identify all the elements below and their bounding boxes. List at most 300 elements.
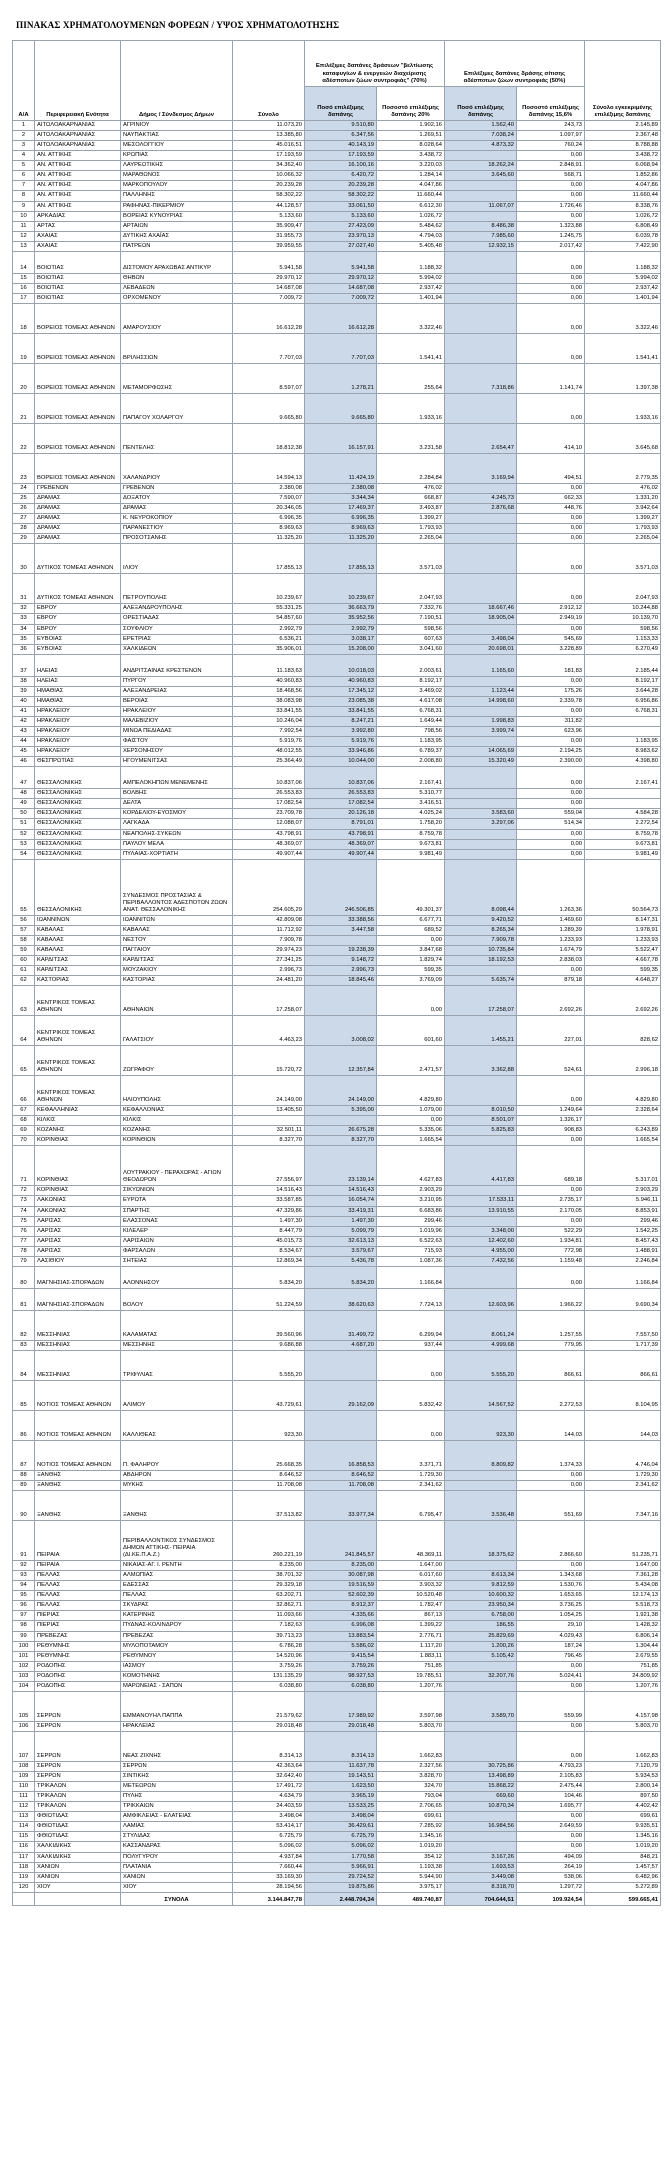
cell-grand-total: 3.322,46 xyxy=(585,304,661,334)
cell-b-percent: 0,00 xyxy=(517,394,585,424)
cell-grand-total: 2.272,54 xyxy=(585,819,661,829)
cell-b-amount: 1.200,26 xyxy=(445,1641,517,1651)
cell-regional-unit: ΠΙΕΡΙΑΣ xyxy=(35,1621,121,1631)
table-row xyxy=(13,273,661,283)
cell-a-percent: 798,56 xyxy=(377,727,445,737)
table-row xyxy=(13,514,661,524)
cell-grand-total: 1.428,32 xyxy=(585,1621,661,1631)
cell-a-percent: 668,87 xyxy=(377,494,445,504)
cell-municipality: ΜΥΛΟΠΟΤΑΜΟΥ xyxy=(121,1641,233,1651)
cell-b-percent: 29,10 xyxy=(517,1621,585,1631)
cell-total: 33.169,30 xyxy=(233,1872,305,1882)
totals-b-amount: 704.644,51 xyxy=(445,1892,517,1905)
cell-aa: 6 xyxy=(13,171,35,181)
cell-a-amount: 36.663,79 xyxy=(305,604,377,614)
cell-aa: 47 xyxy=(13,767,35,789)
table-row xyxy=(13,1216,661,1226)
cell-b-percent: 522,29 xyxy=(517,1226,585,1236)
table-row xyxy=(13,789,661,799)
cell-a-amount: 17.855,13 xyxy=(305,544,377,574)
cell-municipality: ΑΜΦΙΚΛΕΙΑΣ - ΕΛΑΤΕΙΑΣ xyxy=(121,1812,233,1822)
cell-grand-total: 8.104,95 xyxy=(585,1380,661,1410)
cell-municipality: ΠΑΡΑΝΕΣΤΙΟΥ xyxy=(121,524,233,534)
cell-municipality: ΑΘΗΝΑΙΩΝ xyxy=(121,986,233,1016)
cell-b-amount: 3.348,00 xyxy=(445,1226,517,1236)
cell-a-amount: 16.157,91 xyxy=(305,424,377,454)
cell-regional-unit: ΤΡΙΚΑΛΩΝ xyxy=(35,1802,121,1812)
cell-a-amount: 8.912,37 xyxy=(305,1601,377,1611)
cell-a-amount: 33.061,50 xyxy=(305,201,377,211)
cell-a-percent: 1.829,74 xyxy=(377,955,445,965)
cell-total: 14.516,43 xyxy=(233,1186,305,1196)
col-header-group-shelters: Επιλέξιμες δαπάνες δράσεων "βελτίωσης καταφυγίων & ενεργειών διαχείρισης αδέσποτων ζώων συντροφιάς" (70%) xyxy=(305,41,445,87)
cell-a-percent: 1.284,14 xyxy=(377,171,445,181)
cell-b-percent: 2.692,26 xyxy=(517,986,585,1016)
cell-b-percent: 1.233,93 xyxy=(517,935,585,945)
cell-total: 6.038,80 xyxy=(233,1681,305,1691)
cell-b-percent: 0,00 xyxy=(517,1561,585,1571)
cell-b-amount xyxy=(445,1812,517,1822)
cell-regional-unit: ΧΑΛΚΙΔΙΚΗΣ xyxy=(35,1842,121,1852)
cell-total: 15.720,72 xyxy=(233,1046,305,1076)
cell-a-percent: 1.269,51 xyxy=(377,131,445,141)
cell-regional-unit: ΠΕΙΡΑΙΑ xyxy=(35,1561,121,1571)
cell-a-amount: 5.099,79 xyxy=(305,1226,377,1236)
cell-b-amount xyxy=(445,1186,517,1196)
cell-aa: 4 xyxy=(13,151,35,161)
cell-aa: 38 xyxy=(13,676,35,686)
table-row xyxy=(13,1340,661,1350)
cell-a-amount: 38.620,63 xyxy=(305,1288,377,1310)
cell-a-amount: 16.858,53 xyxy=(305,1440,377,1470)
cell-grand-total: 12.174,13 xyxy=(585,1591,661,1601)
cell-grand-total: 144,03 xyxy=(585,1410,661,1440)
cell-municipality: ΣΗΤΕΙΑΣ xyxy=(121,1256,233,1266)
cell-total: 7.909,78 xyxy=(233,935,305,945)
cell-b-percent: 5.024,41 xyxy=(517,1671,585,1681)
cell-municipality: ΑΓΡΙΝΙΟΥ xyxy=(121,121,233,131)
cell-b-percent: 311,82 xyxy=(517,716,585,726)
cell-regional-unit: ΧΑΝΙΩΝ xyxy=(35,1862,121,1872)
cell-a-amount: 48.369,07 xyxy=(305,839,377,849)
header-row-1 xyxy=(13,41,661,87)
cell-municipality: ΧΙΟΥ xyxy=(121,1882,233,1892)
cell-total: 12.869,34 xyxy=(233,1256,305,1266)
cell-b-percent: 0,00 xyxy=(517,181,585,191)
cell-a-percent: 9.673,81 xyxy=(377,839,445,849)
cell-b-amount: 4.417,83 xyxy=(445,1146,517,1186)
cell-b-percent: 2.912,12 xyxy=(517,604,585,614)
cell-b-amount: 18.667,46 xyxy=(445,604,517,614)
table-row xyxy=(13,1842,661,1852)
cell-aa: 43 xyxy=(13,727,35,737)
cell-regional-unit: ΘΕΣΣΑΛΟΝΙΚΗΣ xyxy=(35,809,121,819)
cell-municipality: ΣΙΚΥΩΝΙΩΝ xyxy=(121,1186,233,1196)
cell-a-amount: 6.725,79 xyxy=(305,1832,377,1842)
cell-municipality: ΗΡΑΚΛΕΙΑΣ xyxy=(121,1721,233,1731)
cell-municipality: ΝΕΑΠΟΛΗΣ-ΣΥΚΕΩΝ xyxy=(121,829,233,839)
cell-municipality: ΠΑΥΛΟΥ ΜΕΛΑ xyxy=(121,839,233,849)
cell-a-percent: 5.405,48 xyxy=(377,241,445,251)
cell-aa: 19 xyxy=(13,334,35,364)
cell-a-percent: 1.401,94 xyxy=(377,293,445,303)
cell-municipality: ΤΡΙΦΥΛΙΑΣ xyxy=(121,1350,233,1380)
cell-grand-total: 1.401,94 xyxy=(585,293,661,303)
table-row xyxy=(13,915,661,925)
cell-a-percent: 2.776,71 xyxy=(377,1631,445,1641)
cell-b-amount xyxy=(445,1076,517,1106)
cell-aa: 94 xyxy=(13,1581,35,1591)
cell-a-percent: 2.903,29 xyxy=(377,1186,445,1196)
cell-aa: 53 xyxy=(13,839,35,849)
cell-regional-unit: ΛΑΣΙΘΙΟΥ xyxy=(35,1256,121,1266)
cell-aa: 26 xyxy=(13,504,35,514)
cell-municipality: ΤΡΙΚΚΑΙΩΝ xyxy=(121,1802,233,1812)
cell-municipality: ΑΛΜΩΠΙΑΣ xyxy=(121,1571,233,1581)
cell-b-percent: 0,00 xyxy=(517,484,585,494)
cell-total: 40.960,83 xyxy=(233,676,305,686)
totals-total: 3.144.847,78 xyxy=(233,1892,305,1905)
cell-a-percent: 3.371,71 xyxy=(377,1440,445,1470)
cell-a-percent: 10.520,48 xyxy=(377,1591,445,1601)
cell-b-amount xyxy=(445,676,517,686)
cell-grand-total: 10.139,70 xyxy=(585,614,661,624)
table-row xyxy=(13,1046,661,1076)
cell-a-amount: 6.996,08 xyxy=(305,1621,377,1631)
cell-grand-total: 50.564,73 xyxy=(585,859,661,915)
cell-grand-total: 476,02 xyxy=(585,484,661,494)
cell-a-amount: 98.927,53 xyxy=(305,1671,377,1681)
cell-aa: 67 xyxy=(13,1106,35,1116)
cell-a-percent: 2.341,62 xyxy=(377,1481,445,1491)
cell-b-percent: 0,00 xyxy=(517,1186,585,1196)
cell-a-amount: 29.018,48 xyxy=(305,1721,377,1731)
cell-b-amount: 4.873,32 xyxy=(445,141,517,151)
cell-municipality: ΜΥΚΗΣ xyxy=(121,1481,233,1491)
cell-aa: 25 xyxy=(13,494,35,504)
cell-regional-unit: ΠΕΛΛΑΣ xyxy=(35,1571,121,1581)
cell-grand-total: 1.662,83 xyxy=(585,1731,661,1761)
cell-municipality: ΝΕΑΣ ΖΙΧΝΗΣ xyxy=(121,1731,233,1761)
cell-grand-total: 8.338,76 xyxy=(585,201,661,211)
cell-municipality: ΣΤΥΛΙΔΑΣ xyxy=(121,1832,233,1842)
cell-total: 18.468,56 xyxy=(233,686,305,696)
cell-regional-unit: ΑΙΤΩΛΟΑΚΑΡΝΑΝΙΑΣ xyxy=(35,141,121,151)
table-row xyxy=(13,221,661,231)
cell-a-percent: 6.683,86 xyxy=(377,1206,445,1216)
cell-aa: 35 xyxy=(13,634,35,644)
cell-b-percent: 0,00 xyxy=(517,1731,585,1761)
table-row xyxy=(13,809,661,819)
cell-aa: 15 xyxy=(13,273,35,283)
cell-b-percent: 0,00 xyxy=(517,1076,585,1106)
cell-grand-total: 2.679,55 xyxy=(585,1651,661,1661)
cell-municipality: ΧΑΛΑΝΔΡΙΟΥ xyxy=(121,454,233,484)
cell-b-percent: 689,18 xyxy=(517,1146,585,1186)
cell-b-amount: 17.533,11 xyxy=(445,1196,517,1206)
cell-a-percent: 7.724,13 xyxy=(377,1288,445,1310)
table-row xyxy=(13,767,661,789)
cell-total: 39.560,96 xyxy=(233,1310,305,1340)
cell-aa: 75 xyxy=(13,1216,35,1226)
cell-aa: 59 xyxy=(13,945,35,955)
cell-b-percent: 1.323,88 xyxy=(517,221,585,231)
cell-regional-unit: ΠΕΛΛΑΣ xyxy=(35,1591,121,1601)
cell-municipality: ΛΟΥΤΡΑΚΙΟΥ - ΠΕΡΑΧΩΡΑΣ - ΑΓΙΩΝ ΘΕΟΔΩΡΩΝ xyxy=(121,1146,233,1186)
cell-total: 33.587,85 xyxy=(233,1196,305,1206)
cell-total: 20.239,28 xyxy=(233,181,305,191)
cell-regional-unit: ΜΕΣΣΗΝΙΑΣ xyxy=(35,1310,121,1340)
cell-b-percent: 4.793,23 xyxy=(517,1761,585,1771)
cell-total: 7.009,72 xyxy=(233,293,305,303)
cell-municipality: ΜΑΡΚΟΠΟΥΛΟΥ xyxy=(121,181,233,191)
cell-regional-unit: ΜΑΓΝΗΣΙΑΣ-ΣΠΟΡΑΔΩΝ xyxy=(35,1266,121,1288)
cell-grand-total: 8.192,17 xyxy=(585,676,661,686)
table-row xyxy=(13,676,661,686)
cell-b-percent: 0,00 xyxy=(517,1842,585,1852)
cell-grand-total: 8.147,31 xyxy=(585,915,661,925)
cell-grand-total: 2.265,04 xyxy=(585,534,661,544)
cell-grand-total: 4.746,04 xyxy=(585,1440,661,1470)
cell-grand-total: 11.660,44 xyxy=(585,191,661,201)
cell-municipality: ΖΩΓΡΑΦΟΥ xyxy=(121,1046,233,1076)
cell-grand-total: 299,46 xyxy=(585,1216,661,1226)
cell-aa: 66 xyxy=(13,1076,35,1106)
cell-a-amount: 19.875,86 xyxy=(305,1882,377,1892)
cell-a-amount: 7.009,72 xyxy=(305,293,377,303)
cell-regional-unit: ΒΟΡΕΙΟΣ ΤΟΜΕΑΣ ΑΘΗΝΩΝ xyxy=(35,454,121,484)
cell-total: 35.909,47 xyxy=(233,221,305,231)
cell-aa: 62 xyxy=(13,976,35,986)
cell-b-amount xyxy=(445,304,517,334)
cell-regional-unit: ΚΟΡΙΝΘΙΑΣ xyxy=(35,1146,121,1186)
col-header-a-amount: Ποσό επιλέξιμης δαπάνης xyxy=(305,87,377,121)
cell-municipality: ΜΟΥΖΑΚΙΟΥ xyxy=(121,966,233,976)
cell-a-percent: 5.832,42 xyxy=(377,1380,445,1410)
cell-b-amount xyxy=(445,211,517,221)
cell-total: 13.405,50 xyxy=(233,1106,305,1116)
cell-a-percent: 6.299,94 xyxy=(377,1310,445,1340)
cell-municipality: ΠΕΝΤΕΛΗΣ xyxy=(121,424,233,454)
cell-aa: 30 xyxy=(13,544,35,574)
cell-grand-total: 2.779,35 xyxy=(585,454,661,484)
cell-b-amount: 2.654,47 xyxy=(445,424,517,454)
cell-total: 25.364,49 xyxy=(233,757,305,767)
cell-aa: 49 xyxy=(13,799,35,809)
cell-grand-total: 5.272,89 xyxy=(585,1882,661,1892)
cell-a-amount: 18.845,46 xyxy=(305,976,377,986)
cell-b-amount: 669,60 xyxy=(445,1792,517,1802)
cell-total: 4.463,23 xyxy=(233,1016,305,1046)
cell-aa: 106 xyxy=(13,1721,35,1731)
cell-grand-total: 4.648,27 xyxy=(585,976,661,986)
cell-total: 6.536,21 xyxy=(233,634,305,644)
cell-a-percent: 5.335,06 xyxy=(377,1126,445,1136)
cell-grand-total: 1.457,57 xyxy=(585,1862,661,1872)
cell-b-percent: 2.272,53 xyxy=(517,1380,585,1410)
cell-municipality: ΠΑΤΡΕΩΝ xyxy=(121,241,233,251)
cell-municipality: ΚΟΡΙΝΘΙΩΝ xyxy=(121,1136,233,1146)
cell-total: 14.594,13 xyxy=(233,454,305,484)
cell-municipality: ΜΑΡΑΘΩΝΟΣ xyxy=(121,171,233,181)
cell-regional-unit: ΡΟΔΟΠΗΣ xyxy=(35,1671,121,1681)
table-row xyxy=(13,1651,661,1661)
cell-a-amount: 3.447,58 xyxy=(305,925,377,935)
cell-b-percent: 1.159,48 xyxy=(517,1256,585,1266)
cell-a-percent: 2.167,41 xyxy=(377,767,445,789)
cell-municipality: ΠΕΛΛΑΣ xyxy=(121,1591,233,1601)
cell-a-amount xyxy=(305,986,377,1016)
cell-total: 38.701,32 xyxy=(233,1571,305,1581)
cell-total: 24.149,00 xyxy=(233,1076,305,1106)
cell-a-amount: 246.506,85 xyxy=(305,859,377,915)
cell-b-percent: 104,46 xyxy=(517,1792,585,1802)
cell-b-amount xyxy=(445,767,517,789)
table-row xyxy=(13,1288,661,1310)
cell-regional-unit: ΑΧΑΙΑΣ xyxy=(35,241,121,251)
cell-b-amount: 8.809,82 xyxy=(445,1440,517,1470)
cell-total: 44.128,57 xyxy=(233,201,305,211)
table-row xyxy=(13,1350,661,1380)
cell-aa: 69 xyxy=(13,1126,35,1136)
cell-b-percent: 0,00 xyxy=(517,737,585,747)
cell-b-percent: 796,45 xyxy=(517,1651,585,1661)
cell-a-amount: 3.498,04 xyxy=(305,1812,377,1822)
cell-a-percent: 5.484,62 xyxy=(377,221,445,231)
cell-b-percent: 1.141,74 xyxy=(517,364,585,394)
cell-a-amount: 19.238,39 xyxy=(305,945,377,955)
cell-b-amount xyxy=(445,1216,517,1226)
cell-regional-unit: ΓΡΕΒΕΝΩΝ xyxy=(35,484,121,494)
col-header-grand-total: Σύνολο εγκεκριμένης επιλέξιμης δαπάνης xyxy=(585,41,661,121)
cell-a-percent: 3.975,17 xyxy=(377,1882,445,1892)
cell-grand-total: 8.759,78 xyxy=(585,829,661,839)
cell-aa: 95 xyxy=(13,1591,35,1601)
cell-b-amount: 3.449,08 xyxy=(445,1872,517,1882)
cell-aa: 40 xyxy=(13,696,35,706)
cell-b-amount xyxy=(445,1731,517,1761)
cell-b-percent: 1.674,79 xyxy=(517,945,585,955)
cell-municipality: ΙΑΣΜΟΥ xyxy=(121,1661,233,1671)
col-header-municipality: Δήμος / Σύνδεσμος Δήμων xyxy=(121,41,233,121)
cell-b-amount: 3.645,60 xyxy=(445,171,517,181)
col-header-b-amount: Ποσό επιλέξιμης δαπάνης xyxy=(445,87,517,121)
cell-total: 3.498,04 xyxy=(233,1812,305,1822)
cell-a-percent: 1.647,00 xyxy=(377,1561,445,1571)
cell-a-percent: 476,02 xyxy=(377,484,445,494)
cell-municipality: ΚΑΡΔΙΤΣΑΣ xyxy=(121,955,233,965)
cell-municipality: ΒΟΡΕΙΑΣ ΚΥΝΟΥΡΙΑΣ xyxy=(121,211,233,221)
cell-b-amount xyxy=(445,191,517,201)
cell-aa: 54 xyxy=(13,849,35,859)
cell-municipality: ΦΑΡΣΑΛΩΝ xyxy=(121,1246,233,1256)
cell-a-amount: 14.516,43 xyxy=(305,1186,377,1196)
table-row xyxy=(13,1882,661,1892)
cell-regional-unit: ΣΕΡΡΩΝ xyxy=(35,1761,121,1771)
cell-b-amount: 7.432,56 xyxy=(445,1256,517,1266)
cell-b-amount: 23.950,34 xyxy=(445,1601,517,1611)
cell-regional-unit: ΗΛΕΙΑΣ xyxy=(35,654,121,676)
cell-aa: 86 xyxy=(13,1410,35,1440)
cell-b-percent: 0,00 xyxy=(517,1470,585,1480)
cell-aa: 34 xyxy=(13,624,35,634)
table-row xyxy=(13,574,661,604)
cell-a-amount: 30.087,98 xyxy=(305,1571,377,1581)
cell-regional-unit: ΠΙΕΡΙΑΣ xyxy=(35,1611,121,1621)
cell-b-amount xyxy=(445,624,517,634)
cell-b-amount xyxy=(445,524,517,534)
cell-a-percent: 6.612,30 xyxy=(377,201,445,211)
cell-b-percent: 2.848,91 xyxy=(517,161,585,171)
cell-b-amount: 5.555,20 xyxy=(445,1350,517,1380)
cell-regional-unit: ΚΑΣΤΟΡΙΑΣ xyxy=(35,976,121,986)
cell-b-percent: 2.390,00 xyxy=(517,757,585,767)
cell-grand-total: 1.331,20 xyxy=(585,494,661,504)
cell-municipality: ΑΜΑΡΟΥΣΙΟΥ xyxy=(121,304,233,334)
cell-total: 260.221,19 xyxy=(233,1521,305,1561)
table-row xyxy=(13,966,661,976)
cell-a-amount: 9.510,80 xyxy=(305,121,377,131)
table-row xyxy=(13,1246,661,1256)
cell-regional-unit: ΚΕΝΤΡΙΚΟΣ ΤΟΜΕΑΣ ΑΘΗΝΩΝ xyxy=(35,1046,121,1076)
cell-aa: 76 xyxy=(13,1226,35,1236)
cell-total: 7.660,44 xyxy=(233,1862,305,1872)
cell-total: 8.235,00 xyxy=(233,1561,305,1571)
cell-aa: 112 xyxy=(13,1802,35,1812)
cell-grand-total: 1.397,38 xyxy=(585,364,661,394)
cell-b-percent: 0,00 xyxy=(517,151,585,161)
table-row xyxy=(13,1186,661,1196)
cell-a-percent: 3.231,58 xyxy=(377,424,445,454)
cell-a-amount: 17.082,54 xyxy=(305,799,377,809)
cell-b-amount: 14.065,69 xyxy=(445,747,517,757)
cell-grand-total: 2.047,93 xyxy=(585,574,661,604)
cell-a-percent: 3.597,98 xyxy=(377,1691,445,1721)
cell-a-percent: 255,64 xyxy=(377,364,445,394)
cell-grand-total: 6.808,49 xyxy=(585,221,661,231)
cell-b-amount: 11.067,07 xyxy=(445,201,517,211)
cell-aa: 77 xyxy=(13,1236,35,1246)
cell-a-amount: 36.429,61 xyxy=(305,1822,377,1832)
cell-regional-unit: ΚΟΡΙΝΘΙΑΣ xyxy=(35,1186,121,1196)
cell-a-percent: 1.117,20 xyxy=(377,1641,445,1651)
cell-regional-unit: ΘΕΣΣΑΛΟΝΙΚΗΣ xyxy=(35,839,121,849)
cell-b-amount xyxy=(445,544,517,574)
cell-b-amount xyxy=(445,1136,517,1146)
cell-a-percent: 3.220,03 xyxy=(377,161,445,171)
cell-total: 5.555,20 xyxy=(233,1350,305,1380)
cell-total: 29.329,18 xyxy=(233,1581,305,1591)
cell-b-amount xyxy=(445,151,517,161)
cell-b-amount xyxy=(445,293,517,303)
cell-municipality: ΒΟΛΒΗΣ xyxy=(121,789,233,799)
col-header-aa: Α/Α xyxy=(13,41,35,121)
cell-municipality: ΛΑΜΙΑΣ xyxy=(121,1822,233,1832)
cell-aa: 115 xyxy=(13,1832,35,1842)
cell-a-percent: 599,35 xyxy=(377,966,445,976)
cell-b-percent: 866,61 xyxy=(517,1350,585,1380)
cell-b-amount: 3.169,94 xyxy=(445,454,517,484)
cell-regional-unit: ΘΕΣΣΑΛΟΝΙΚΗΣ xyxy=(35,789,121,799)
cell-a-percent: 6.677,71 xyxy=(377,915,445,925)
cell-b-amount: 18.905,04 xyxy=(445,614,517,624)
cell-aa: 21 xyxy=(13,394,35,424)
cell-a-percent: 354,12 xyxy=(377,1852,445,1862)
cell-total: 9.665,80 xyxy=(233,394,305,424)
cell-a-amount: 49.907,44 xyxy=(305,849,377,859)
cell-a-amount: 9.665,80 xyxy=(305,394,377,424)
cell-b-percent: 0,00 xyxy=(517,544,585,574)
